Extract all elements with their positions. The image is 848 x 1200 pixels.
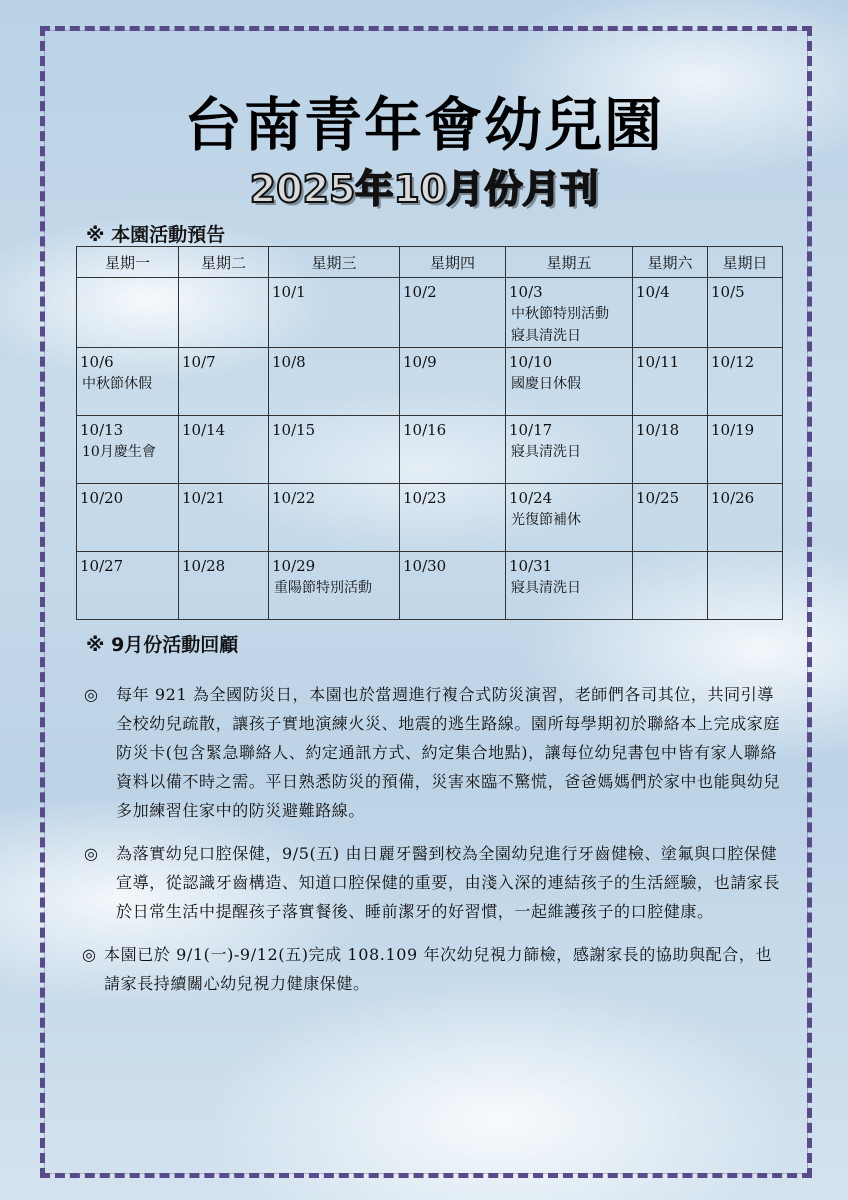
activity-calendar <box>76 246 783 620</box>
day-date: 10/27 <box>80 557 124 575</box>
day-date: 10/28 <box>182 557 226 575</box>
weekday-header: 星期五 <box>506 247 633 278</box>
day-date: 10/15 <box>272 421 316 439</box>
review-item-text: 每年 921 為全國防災日，本園也於當週進行複合式防災演習，老師們各司其位，共同引導全校幼兒疏散，讓孩子實地演練火災、地震的逃生路線。園所每學期初於聯絡本上完成家庭防災卡(包含緊急聯絡人、約定通訊方式、約定集合地點)，讓每位幼兒書包中皆有家人聯絡資料以備不時之需。平日熟悉防災的預備，災害來臨不驚慌，爸爸媽媽們於家中也能與幼兒多加練習住家中的防災避難路線。 <box>116 685 781 820</box>
review-item-text: 為落實幼兒口腔保健，9/5(五) 由日麗牙醫到校為全園幼兒進行牙齒健檢、塗氟與口腔保健宣導，從認識牙齒構造、知道口腔保健的重要，由淺入深的連結孩子的生活經驗，也請家長於日常生活中提醒孩子落實餐後、睡前潔牙的好習慣，一起維護孩子的口腔健康。 <box>116 844 781 921</box>
calendar-day-cell <box>269 416 400 484</box>
day-date: 10/12 <box>711 353 755 371</box>
day-date: 10/7 <box>182 353 216 371</box>
review-item <box>84 680 784 825</box>
calendar-day-cell <box>400 484 506 552</box>
day-date: 10/30 <box>403 557 447 575</box>
day-event: 寢具清洗日 <box>511 580 581 596</box>
day-event: 國慶日休假 <box>511 376 581 392</box>
bullet-mark: ◎ <box>82 945 96 964</box>
calendar-day-cell <box>506 278 633 348</box>
day-event: 寢具清洗日 <box>511 444 581 460</box>
day-date: 10/25 <box>636 489 680 507</box>
calendar-day-cell <box>269 278 400 348</box>
day-date: 10/19 <box>711 421 755 439</box>
weekday-header: 星期一 <box>77 247 179 278</box>
bullet-mark: ◎ <box>84 844 98 863</box>
calendar-day-cell <box>633 278 708 348</box>
day-date: 10/4 <box>636 283 670 301</box>
calendar-day-cell <box>77 278 179 348</box>
calendar-day-cell <box>400 348 506 416</box>
calendar-day-cell <box>708 348 783 416</box>
calendar-week-row <box>77 278 783 348</box>
day-date: 10/11 <box>636 353 680 371</box>
day-event: 寢具清洗日 <box>511 328 581 344</box>
calendar-week-row <box>77 416 783 484</box>
day-date: 10/6 <box>80 353 114 371</box>
calendar-section-title: ※ 本園活動預告 <box>86 224 226 246</box>
calendar-day-cell <box>77 552 179 620</box>
calendar-day-cell <box>633 416 708 484</box>
calendar-day-cell <box>269 348 400 416</box>
calendar-day-cell <box>506 552 633 620</box>
day-date: 10/22 <box>272 489 316 507</box>
calendar-day-cell <box>708 484 783 552</box>
review-item <box>84 839 784 926</box>
day-date: 10/17 <box>509 421 553 439</box>
calendar-day-cell <box>633 348 708 416</box>
day-event: 中秋節休假 <box>82 376 152 392</box>
day-date: 10/3 <box>509 283 543 301</box>
calendar-day-cell <box>269 552 400 620</box>
review-item <box>82 940 784 998</box>
day-date: 10/2 <box>403 283 437 301</box>
day-date: 10/18 <box>636 421 680 439</box>
day-date: 10/5 <box>711 283 745 301</box>
calendar-day-cell <box>179 552 269 620</box>
weekday-header: 星期六 <box>633 247 708 278</box>
page-title: 台南青年會幼兒園 <box>183 91 664 159</box>
calendar-day-cell <box>269 484 400 552</box>
day-date: 10/16 <box>403 421 447 439</box>
weekday-header: 星期日 <box>708 247 783 278</box>
day-date: 10/21 <box>182 489 226 507</box>
day-date: 10/31 <box>509 557 553 575</box>
calendar-day-cell <box>506 484 633 552</box>
day-event: 中秋節特別活動 <box>511 306 609 322</box>
calendar-header-row <box>77 247 783 278</box>
calendar-day-cell <box>179 278 269 348</box>
calendar-day-cell <box>179 484 269 552</box>
calendar-week-row <box>77 552 783 620</box>
day-date: 10/1 <box>272 283 306 301</box>
calendar-day-cell <box>633 484 708 552</box>
day-date: 10/8 <box>272 353 306 371</box>
day-date: 10/20 <box>80 489 124 507</box>
calendar-day-cell <box>77 484 179 552</box>
day-date: 10/23 <box>403 489 447 507</box>
day-event: 10月慶生會 <box>82 444 156 460</box>
calendar-day-cell <box>77 416 179 484</box>
weekday-header: 星期二 <box>179 247 269 278</box>
calendar-day-cell <box>179 348 269 416</box>
day-date: 10/29 <box>272 557 316 575</box>
day-date: 10/9 <box>403 353 437 371</box>
calendar-day-cell <box>708 552 783 620</box>
calendar-day-cell <box>400 416 506 484</box>
day-event: 重陽節特別活動 <box>274 580 372 596</box>
calendar-day-cell <box>179 416 269 484</box>
calendar-day-cell <box>633 552 708 620</box>
weekday-header: 星期四 <box>400 247 506 278</box>
page-subtitle: 2025年10月份月刊 <box>249 167 599 211</box>
calendar-day-cell <box>708 416 783 484</box>
calendar-day-cell <box>400 552 506 620</box>
calendar-day-cell <box>400 278 506 348</box>
bullet-mark: ◎ <box>84 685 98 704</box>
day-date: 10/24 <box>509 489 553 507</box>
calendar-day-cell <box>77 348 179 416</box>
day-date: 10/13 <box>80 421 124 439</box>
calendar-week-row <box>77 484 783 552</box>
day-event: 光復節補休 <box>511 512 581 528</box>
calendar-day-cell <box>506 348 633 416</box>
activity-review <box>84 680 784 1012</box>
day-date: 10/14 <box>182 421 226 439</box>
review-section-title: ※ 9月份活動回顧 <box>86 634 239 656</box>
review-item-text: 本園已於 9/1(一)-9/12(五)完成 108.109 年次幼兒視力篩檢，感謝家長的協助與配合，也請家長持續關心幼兒視力健康保健。 <box>104 945 773 993</box>
day-date: 10/10 <box>509 353 553 371</box>
calendar-week-row <box>77 348 783 416</box>
weekday-header: 星期三 <box>269 247 400 278</box>
calendar-day-cell <box>506 416 633 484</box>
day-date: 10/26 <box>711 489 755 507</box>
calendar-day-cell <box>708 278 783 348</box>
